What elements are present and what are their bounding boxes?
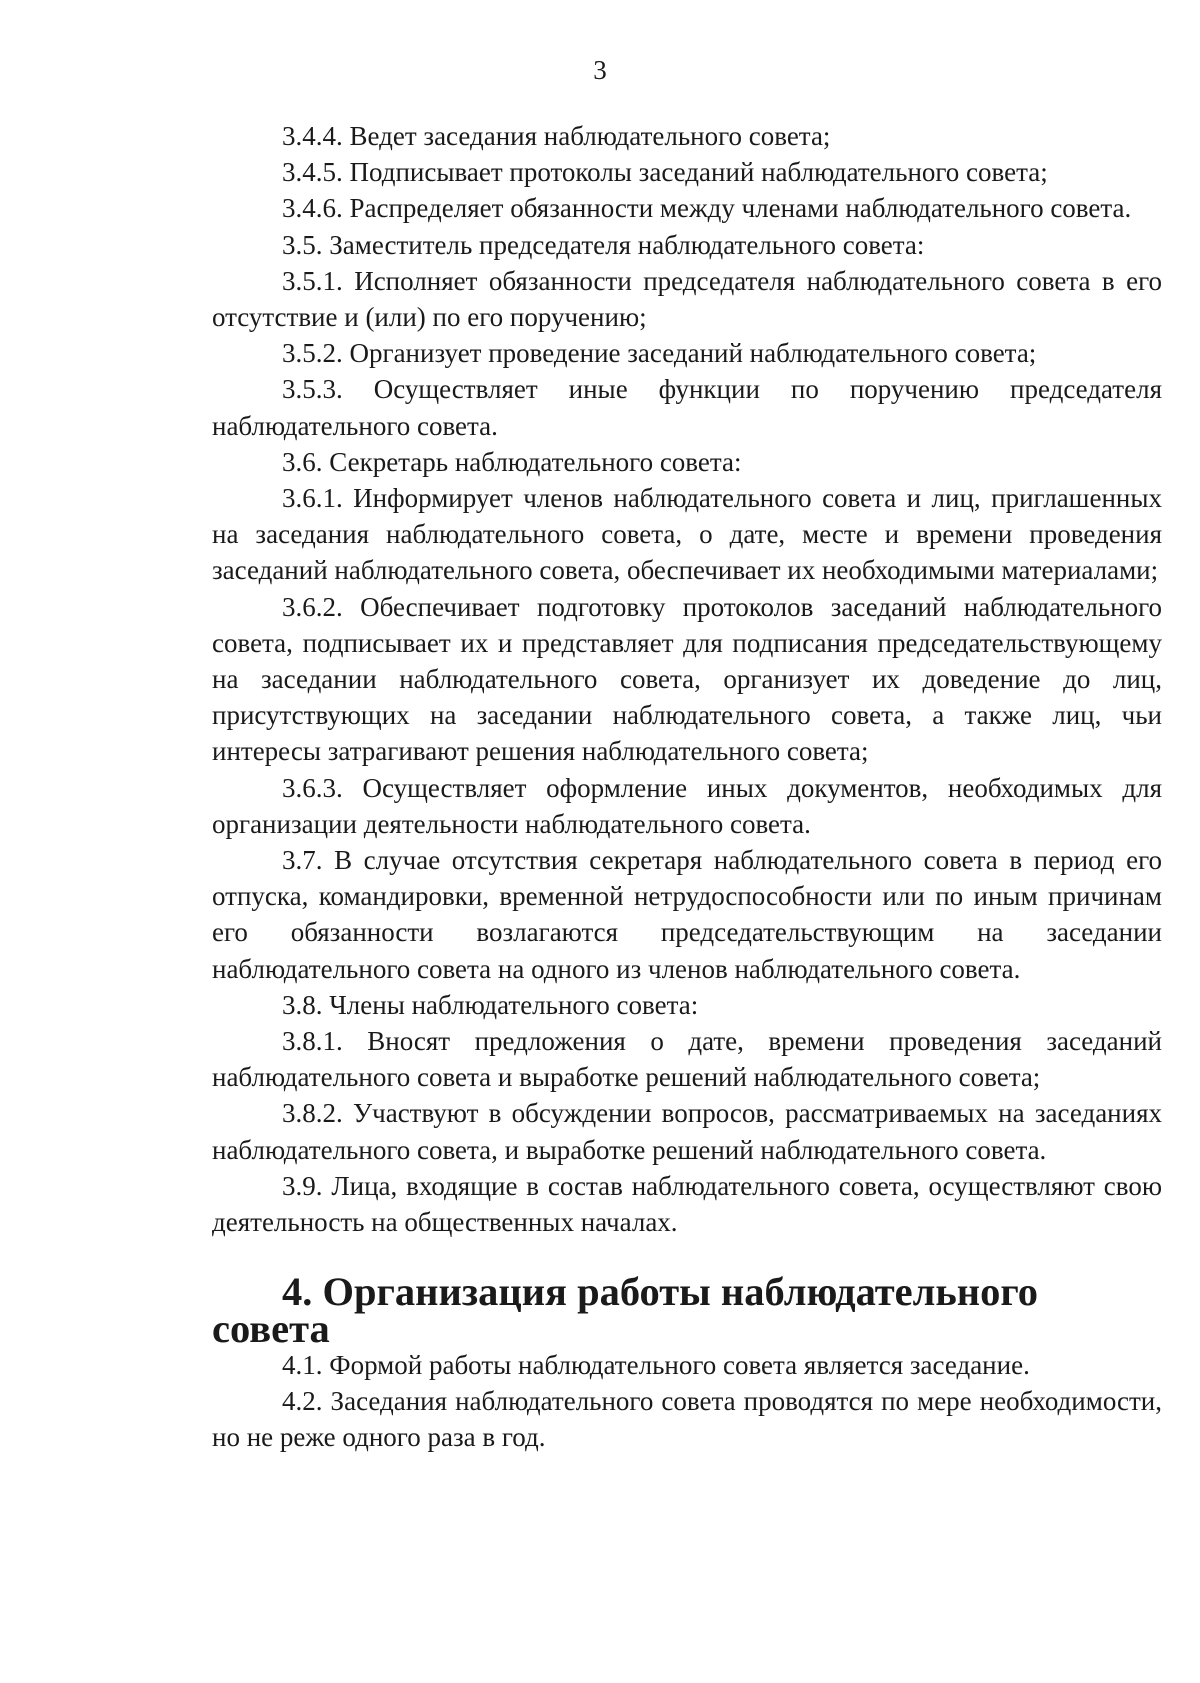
paragraph-3-5: 3.5. Заместитель председателя наблюдательного совета: (282, 229, 925, 260)
paragraph-3-7: 3.7. В случае отсутствия секретаря наблюдательного совета в период его отпуска, командировки, временной нетрудоспособности или по иным причинам его обязанности возлагаются председательствующим на заседании наблюдательного совета на одного из членов наблюдательного совета. (212, 845, 1162, 984)
paragraph-3-5-3: 3.5.3. Осуществляет иные функции по поручению председателя наблюдательного совета. (212, 374, 1162, 441)
page-number: 3 (593, 55, 607, 85)
paragraph-3-5-2: 3.5.2. Организует проведение заседаний наблюдательного совета; (282, 338, 1037, 369)
document-body (212, 118, 1162, 1455)
paragraph-3-6: 3.6. Секретарь наблюдательного совета: (282, 446, 742, 477)
paragraph-3-6-1: 3.6.1. Информирует членов наблюдательного совета и лиц, приглашенных на заседания наблюдательного совета, о дате, месте и времени проведения заседаний наблюдательного совета, обеспечивает их необходимыми материалами; (212, 483, 1162, 586)
paragraph-3-6-3: 3.6.3. Осуществляет оформление иных документов, необходимых для организации деятельности наблюдательного совета. (212, 772, 1162, 839)
paragraph-3-4-4: 3.4.4. Ведет заседания наблюдательного совета; (282, 121, 831, 151)
paragraph-3-6-2: 3.6.2. Обеспечивает подготовку протоколов заседаний наблюдательного совета, подписывает их и представляет для подписания председательствующему на заседании наблюдательного совета, организует их доведение до лиц, присутствующих на заседании наблюдательного совета, а также лиц, чьи интересы затрагивают решения наблюдательного совета; (212, 591, 1162, 767)
paragraph-4-2: 4.2. Заседания наблюдательного совета проводятся по мере необходимости, но не реже одного раза в год. (212, 1385, 1162, 1453)
paragraph-3-8-2: 3.8.2. Участвуют в обсуждении вопросов, рассматриваемых на заседаниях наблюдательного совета, и выработке решений наблюдательного совета. (212, 1098, 1162, 1165)
section-4-heading: 4. Организация работы наблюдательного совета (212, 1269, 1039, 1351)
paragraph-3-8-1: 3.8.1. Вносят предложения о дате, времени проведения заседаний наблюдательного совета и выработке решений наблюдательного совета; (212, 1026, 1162, 1093)
paragraph-3-9: 3.9. Лица, входящие в состав наблюдательного совета, осуществляют свою деятельность на общественных началах. (212, 1170, 1162, 1238)
paragraph-3-8: 3.8. Члены наблюдательного совета: (282, 989, 699, 1020)
paragraph-3-4-6: 3.4.6. Распределяет обязанности между членами наблюдательного совета. (282, 193, 1132, 224)
paragraph-4-1: 4.1. Формой работы наблюдательного совета является заседание. (282, 1349, 1030, 1380)
paragraph-3-5-1: 3.5.1. Исполняет обязанности председателя наблюдательного совета в его отсутствие и (или) по его поручению; (212, 265, 1162, 333)
paragraph-3-4-5: 3.4.5. Подписывает протоколы заседаний наблюдательного совета; (282, 157, 1048, 188)
